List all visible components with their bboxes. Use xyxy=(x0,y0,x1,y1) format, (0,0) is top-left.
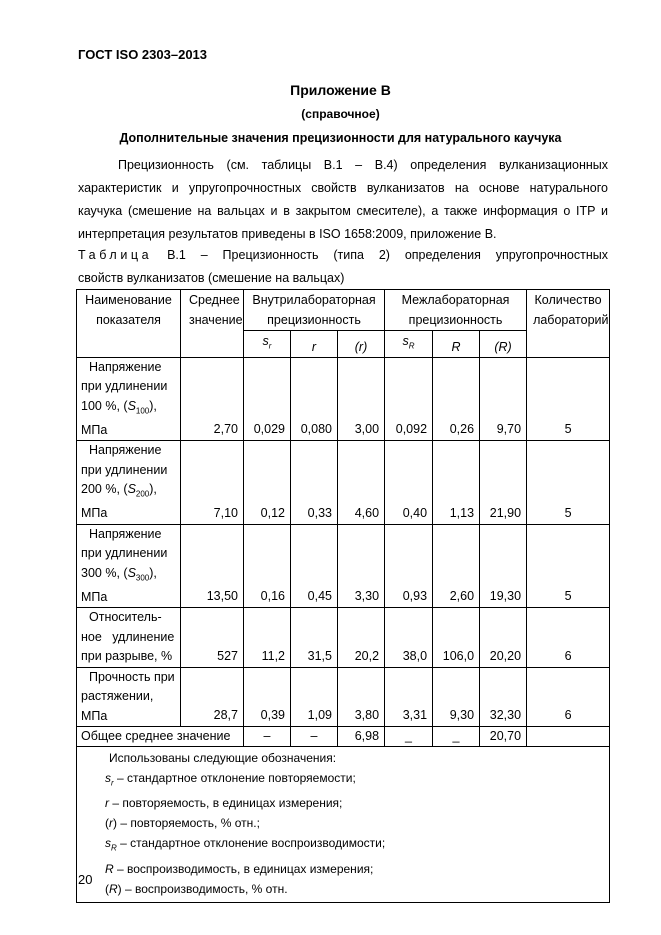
page-number: 20 xyxy=(78,872,93,887)
note-item: $s_r$ – стандартное отклонение повторяемости; xyxy=(105,771,356,788)
appendix-subtitle: (справочное) xyxy=(301,107,380,121)
note-item: $s_R$ – стандартное отклонение воспроизводимости; xyxy=(105,836,386,853)
cell-r: 31,5 xyxy=(291,608,338,668)
cell-R-rel: 21,90 xyxy=(480,441,527,525)
cell-mean: 2,70 xyxy=(181,357,244,441)
cell-R: 9,30 xyxy=(433,667,480,727)
cell-sr: 11,2 xyxy=(244,608,291,668)
precision-table xyxy=(76,289,610,903)
cell-labs: 6 xyxy=(527,667,610,727)
notes-intro: Использованы следующие обозначения: xyxy=(109,751,337,765)
intro-paragraph xyxy=(78,154,608,246)
cell-r: 0,33 xyxy=(291,441,338,525)
col-header-within: Внутрилабораторная прецизионность xyxy=(244,290,385,331)
note-item: (R) – воспроизводимость, % отн. xyxy=(105,881,288,896)
cell-sr: 0,16 xyxy=(244,524,291,608)
table-caption xyxy=(78,244,608,290)
cell-mean: 527 xyxy=(181,608,244,668)
average-row xyxy=(77,727,610,747)
cell-labs: 5 xyxy=(527,524,610,608)
cell-r: 1,09 xyxy=(291,667,338,727)
cell-sr: 0,39 xyxy=(244,667,291,727)
cell-r-rel: 3,80 xyxy=(338,667,385,727)
cell-r-rel: 4,60 xyxy=(338,441,385,525)
cell-R-rel: 9,70 xyxy=(480,357,527,441)
col-header-R-rel: (R) xyxy=(480,331,527,358)
caption-line-2: свойств вулканизатов (смешение на вальцах) xyxy=(78,271,345,285)
table-row xyxy=(77,441,610,525)
row-name: Напряжение при удлинении 100 %, $(S_{100})$, МПа xyxy=(77,357,181,441)
cell-labs: 6 xyxy=(527,608,610,668)
intro-paragraph-text: Прецизионность (см. таблицы В.1 – В.4) определения вулканизационных характеристик и упругопрочностных свойств вулканизатов на основе натурального каучука (смешение на вальцах и в закрытом смесителе), а также информация о ITP и интерпретация результатов приведены в ISO 1658:2009, приложение В. xyxy=(78,158,608,241)
col-header-R: R xyxy=(433,331,480,358)
col-header-sr: $s_r$ xyxy=(244,331,291,358)
average-r-rel: 6,98 xyxy=(338,727,385,747)
section-title: Дополнительные значения прецизионности для натурального каучука xyxy=(119,131,562,145)
caption-line-1 xyxy=(78,244,608,267)
notes-cell xyxy=(77,747,610,903)
cell-R-rel: 19,30 xyxy=(480,524,527,608)
cell-sR: 38,0 xyxy=(385,608,433,668)
row-name: Напряжение при удлинении 200 %, $(S_{200})$, МПа xyxy=(77,441,181,525)
caption-number: В.1 xyxy=(167,248,186,262)
note-item: r – повторяемость, в единицах измерения; xyxy=(105,796,343,811)
row-name: Относитель- ное удлинение при разрыве, % xyxy=(77,608,181,668)
average-R: _ xyxy=(433,727,480,747)
cell-r-rel: 3,30 xyxy=(338,524,385,608)
cell-R: 0,26 xyxy=(433,357,480,441)
cell-r: 0,45 xyxy=(291,524,338,608)
caption-text-1: – Прецизионность (типа 2) определения упругопрочностных xyxy=(200,248,608,262)
col-header-between: Межлабораторная прецизионность xyxy=(385,290,527,331)
cell-sr: 0,12 xyxy=(244,441,291,525)
table-row xyxy=(77,357,610,441)
col-header-r: r xyxy=(291,331,338,358)
average-R-rel: 20,70 xyxy=(480,727,527,747)
cell-labs: 5 xyxy=(527,357,610,441)
average-labs xyxy=(527,727,610,747)
cell-sR: 0,93 xyxy=(385,524,433,608)
cell-labs: 5 xyxy=(527,441,610,525)
cell-r-rel: 20,2 xyxy=(338,608,385,668)
table-row xyxy=(77,608,610,668)
col-header-mean: Среднее значение xyxy=(181,290,244,358)
col-header-name: Наименование показателя xyxy=(77,290,181,358)
cell-R: 1,13 xyxy=(433,441,480,525)
table-row xyxy=(77,524,610,608)
cell-R: 106,0 xyxy=(433,608,480,668)
cell-r: 0,080 xyxy=(291,357,338,441)
average-sr: – xyxy=(244,727,291,747)
notes-row xyxy=(77,747,610,903)
average-r: – xyxy=(291,727,338,747)
cell-sr: 0,029 xyxy=(244,357,291,441)
col-header-sR: $s_R$ xyxy=(385,331,433,358)
cell-r-rel: 3,00 xyxy=(338,357,385,441)
cell-mean: 7,10 xyxy=(181,441,244,525)
average-sR: _ xyxy=(385,727,433,747)
caption-label: Таблица xyxy=(78,248,153,262)
header-row-1 xyxy=(77,290,610,331)
appendix-title: Приложение В xyxy=(290,82,391,98)
cell-R: 2,60 xyxy=(433,524,480,608)
cell-R-rel: 32,30 xyxy=(480,667,527,727)
cell-mean: 13,50 xyxy=(181,524,244,608)
table-row xyxy=(77,667,610,727)
row-name: Прочность при растяжении, МПа xyxy=(77,667,181,727)
note-item: R – воспроизводимость, в единицах измерения; xyxy=(105,861,374,876)
col-header-labs: Количество лабораторий xyxy=(527,290,610,358)
average-label: Общее среднее значение xyxy=(77,727,244,747)
note-item: (r) – повторяемость, % отн.; xyxy=(105,816,260,831)
row-name: Напряжение при удлинении 300 %, $(S_{300})$, МПа xyxy=(77,524,181,608)
col-header-r-rel: (r) xyxy=(338,331,385,358)
standard-header: ГОСТ ISO 2303–2013 xyxy=(78,47,208,62)
cell-R-rel: 20,20 xyxy=(480,608,527,668)
cell-mean: 28,7 xyxy=(181,667,244,727)
cell-sR: 0,40 xyxy=(385,441,433,525)
cell-sR: 0,092 xyxy=(385,357,433,441)
cell-sR: 3,31 xyxy=(385,667,433,727)
